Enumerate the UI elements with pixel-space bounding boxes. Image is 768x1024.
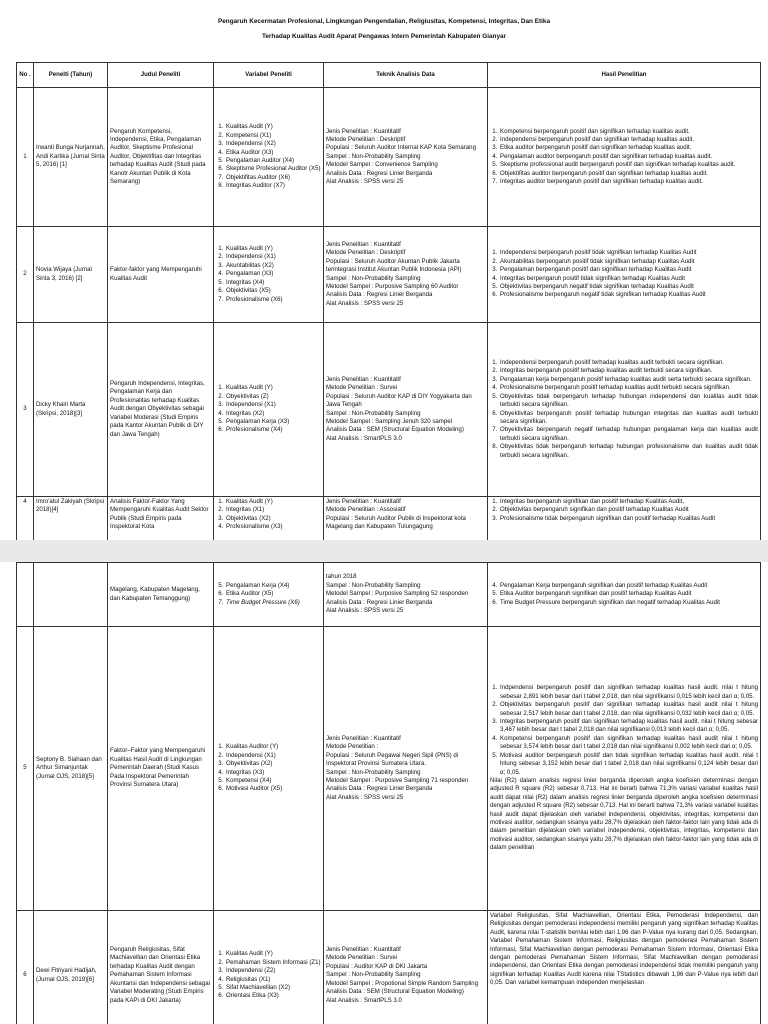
row-variabel <box>214 88 324 227</box>
list-item: 1. Kualitas Audit (Y) <box>225 123 321 131</box>
row-no: 1 <box>17 88 34 227</box>
list-item: 1. Integritas berpengaruh signifikan dan positif terhadap Kualitas Audit, <box>499 498 758 506</box>
row-judul: Pengaruh Religiusitas, Sifat Machiavellian dan Orientasi Etika terhadap Kualitas Audit dengan Pemahaman Sistem Informasi Akuntansi dan Independensi sebagai Variabel Moderating (Studi Empiris pada KAPi di DKI Jakarta) <box>108 911 214 1024</box>
row-variabel <box>214 497 324 541</box>
page-break <box>0 540 768 562</box>
list-item: 5. Etika Auditor berpengaruh signifikan dan positif terhadap Kualitas Audit <box>499 590 758 598</box>
row-teknik <box>324 627 488 911</box>
list-item: 1. Independensi berpengaruh positif tidak signifikan terhadap Kualitas Audit <box>499 249 758 257</box>
teknik-line: tahun 2018 <box>326 573 357 581</box>
teknik-line: Metodel Sampel : Propotional Simple Random Sampling <box>326 979 479 987</box>
list-item: 4. Pengalaman Kerja berpengaruh signifikan dan positif terhadap Kualitas Audit <box>499 582 758 590</box>
list-item: 4. Profesionalisme (X3) <box>225 523 321 531</box>
list-item: 5. Motivasi auditor berpengaruh positif dan tidak signifikan terhadap kualitas hasil audit. nilai t hitung sebesar 3,152 lebih besar dari t tabel 2,018 dan nilai signifikansi 0,124 lebih besar dari α; 0,05. <box>499 752 758 777</box>
teknik-line: Analisis Data : Regresi Linier Berganda <box>326 169 433 177</box>
list-item: 3. Pengalaman berpengaruh positif dan signifikan terhadap Kualitas Audit <box>499 266 758 274</box>
list-item: 5. Kompetensi (X4) <box>225 777 321 785</box>
hasil-paragraph: Variabel Religiusitas, Sifat Machiavellian, Orientasi Etika, Pemoderasi Independensi, dan Religiusitas dengan pemoderasi independensi memiliki pengaruh yang signifikan terhadap Kualitas Audit, karena nilai T-statistik bernilai lebih dari 1,96 dan P-Value nya kurang dari 0,05. Sedangkan, Variabel Pemahaman Sistem Informasi, Religiusitas dengan pemoderasi Pemahaman Sistem Informasi, Sifat Machiavellian dengan pemoderasi Pemahaman Sistem Informasi, Orientasi Etika dengan pemoderasi Pemahaman Sistem Informasi, Sifat Machiavellian dengan pemoderasi independensi, dan Orientasi Etika dengan pemoderasi independensi tidak memiliki pengaruh yang signifikan terhadap Kualitas Audit karena nilai TStatistics dibawah 1,96 dan P-Value nya lebih dari 0,05. Dan variabel kemampuan independen menjelaskan <box>490 912 758 987</box>
teknik-line: Metodel Sampel : Sampling Jenuh 320 sampel <box>326 417 453 425</box>
list-item: 3. Obyektivitas (X2) <box>225 760 321 768</box>
teknik-line: Jenis Penelitian : Kuantitatif <box>326 375 401 383</box>
row-judul: Faktor–Faktor yang Mempengaruhi Kualitas Hasil Audit di Lingkungan Pemerintah Daerah (Studi Kasus Pada Inspektorat Pemerintah Provinsi Sumatera Utara) <box>108 627 214 911</box>
header-hasil: Hasil Penelitian <box>488 63 761 88</box>
list-item: 3. Independensi (X2) <box>225 140 321 148</box>
teknik-line: Analisis Data : Regresi Linier Berganda <box>326 291 433 299</box>
list-item: 2. Independensi (X1) <box>225 752 321 760</box>
row-peneliti: Irwanti Bunga Nurjannah, Andi Kartika (Jurnal Sinta 5, 2016) [1] <box>34 88 108 227</box>
row-hasil <box>488 627 761 911</box>
row-hasil <box>488 227 761 323</box>
teknik-line: Alat Analisis : SPSS versi 25 <box>326 793 404 801</box>
list-item: 5. Pengalaman Kerja (X4) <box>225 582 321 590</box>
list-item: 3. Profesionalisme tidak berpengaruh signifikan dan positif terhadap Kualitas Audit <box>499 515 758 523</box>
research-table-page-2 <box>16 562 761 1024</box>
list-item: 2. Obyektivitas (Z) <box>225 393 321 401</box>
table-row <box>17 497 761 541</box>
teknik-line: Alat Analisis : SPSS versi 25 <box>326 178 404 186</box>
list-item: 3. Independensi (X1) <box>225 401 321 409</box>
list-item: 5. Objektivitas berpengaruh negatif tidak signifikan terhadap Kualitas Audit <box>499 283 758 291</box>
list-item: 8. Obyektivitas tidak berpengaruh terhadap hubungan profesionalisme dan kualitas audit tidak terbukti secara signifikan. <box>499 443 758 460</box>
teknik-line: Jenis Penelitian : Kuantitatif <box>326 498 401 505</box>
teknik-line: Sampel : Non-Probability Sampling <box>326 274 421 282</box>
list-item: 6. Time Budget Pressure berpengaruh signifikan dan negatif terhadap Kualitas Audit <box>499 599 758 607</box>
list-item: 1. Kualitas Audit (Y) <box>225 384 321 392</box>
teknik-line: Sampel : Non-Probability Sampling <box>326 768 421 776</box>
table-row <box>17 563 761 627</box>
teknik-line: Jenis Penelitian : Kuantitatif <box>326 240 401 248</box>
row-teknik <box>324 563 488 627</box>
row-hasil <box>488 88 761 227</box>
teknik-line: Metode Penelitian : Deskriptif <box>326 249 406 257</box>
row-teknik <box>324 323 488 497</box>
list-item: 4. Integritas (X2) <box>225 410 321 418</box>
row-teknik <box>324 497 488 541</box>
teknik-line: Populasi : Seluruh Auditor Publik di Inspektorat kota Magelang dan Kabupaten Tulungagung <box>326 514 466 531</box>
list-item: 6. Etika Auditor (X5) <box>225 590 321 598</box>
row-peneliti: Imro'atul Zakiyah (Skripsi 2018)[4] <box>34 497 108 541</box>
teknik-line: Analisis Data : Regresi Linier Berganda <box>326 785 433 793</box>
row-peneliti <box>34 563 108 627</box>
header-variabel: Variabel Peneliti <box>214 63 324 88</box>
teknik-line: Jenis Penelitian : Kuantitatif <box>326 946 401 954</box>
row-peneliti: Novia Wijaya (Jurnal Sinta 3, 2016) [2] <box>34 227 108 323</box>
teknik-line: Populasi : Seluruh Auditor Internal KAP Kota Semarang <box>326 144 476 152</box>
table-row <box>17 323 761 497</box>
row-judul: Analisis Faktor-Faktor Yang Mempengaruhi Kualitas Audit Sektor Publik (Studi Empiris pada Inspektorat Kota <box>108 497 214 541</box>
list-item: 2. Integritas berpengaruh positif terhadap kualitas audit terbukti secara signifikan. <box>499 367 758 375</box>
row-judul: Magelang, Kabupaten Magelang, dan Kabupaten Temanggung) <box>108 563 214 627</box>
list-item: 7. Time Budget Pressure (X6) <box>225 599 321 607</box>
list-item: 5. Sifat Machiavellian (X2) <box>225 984 321 992</box>
teknik-line: Metodel Sampel : Purposive Sampling 60 Auditor <box>326 282 459 290</box>
row-hasil <box>488 911 761 1024</box>
list-item: 4. Integritas (X3) <box>225 769 321 777</box>
row-no: 6 <box>17 911 34 1024</box>
list-item: 3. Objektivitas (X2) <box>225 515 321 523</box>
list-item: 6. Objektifitas auditor berpengaruh positif dan signifikan terhadap kualitas audit. <box>499 170 758 178</box>
document-title-line-2: Terhadap Kualitas Audit Aparat Pengawas Intern Pemerintah Kabupaten Gianyar <box>261 33 507 40</box>
list-item: 4. Kompetensi berpengaruh positif dan signifikan terhadap kualitas hasil audit nilai t hitung sebesar 3,574 lebih besar dari t tabel 2,018 dan nilai signifikansi 0,002 lebih kecil dari α; 0,05. <box>499 735 758 752</box>
list-item: 1. Kualitas Audit (Y) <box>225 950 321 958</box>
list-item: 5. Pengalaman Kerja (X3) <box>225 418 321 426</box>
teknik-line: Populasi : Seluruh Pegawai Negeri Sipil (PNS) di Inspektorat Provinsi Sumatera Utara. <box>326 751 459 768</box>
row-peneliti: Septony B. Siahaan dan Arthur Simanjuntak (Jurnal OJS, 2018)[5] <box>34 627 108 911</box>
research-table-page-1 <box>16 62 761 541</box>
row-peneliti: Dicky Khairi Marta (Skripsi, 2018)[3] <box>34 323 108 497</box>
row-no: 5 <box>17 627 34 911</box>
row-judul: Pengaruh Kompetensi, Independensi, Etika, Pengalaman Auditor, Skeptisme Profesional Auditor, Objektifitas dan Integritas terhadap Kualitas Audit (Studi pada Kanotr Akuntan Publik di Kota Semarang) <box>108 88 214 227</box>
list-item: 7. Objektifitas Auditor (X6) <box>225 174 321 182</box>
list-item: 5. Pengalaman Auditor (X4) <box>225 157 321 165</box>
list-item: 6. Profesionalisme (X4) <box>225 426 321 434</box>
row-judul: Faktor-faktor yang Mempengaruhi Kualitas Audit <box>108 227 214 323</box>
list-item: 4. Integritas berpengaruh positif tidak signifikan terhadap Kualitas Audit <box>499 275 758 283</box>
teknik-line: Analisis Data : SEM (Structural Equation Modeling) <box>326 426 464 434</box>
document-title-line-1: Pengaruh Kecermatan Profesional, Lingkungan Pengendalian, Religiusitas, Kompetensi, Integritas, Dan Etika <box>217 18 551 25</box>
list-item: 6. Motivasi Auditor (X5) <box>225 785 321 793</box>
row-variabel <box>214 563 324 627</box>
row-hasil <box>488 323 761 497</box>
teknik-line: Alat Analisis : SmartPLS 3.0 <box>326 434 402 442</box>
row-teknik <box>324 911 488 1024</box>
list-item: 4. Profesionalisme berpengaruh positif terhadap kualitas audit terbukti secara signifikan. <box>499 384 758 392</box>
teknik-line: Analisis Data : Regresi Linier Berganda <box>326 598 433 606</box>
teknik-line: Sampel : Non-Probability Sampling <box>326 971 421 979</box>
row-no: 3 <box>17 323 34 497</box>
list-item: 4. Religiusitas (X1) <box>225 976 321 984</box>
teknik-line: Metodel Sampel : Convenience Sampling <box>326 161 438 169</box>
list-item: 5. Obyektivitas tidak berpengaruh terhadap hubungan independensi dan kualitas audit tidak terbukti secara signifikan. <box>499 393 758 410</box>
list-item: 7. Integritas auditor berpengaruh positif dan signifikan terhadap kualitas audit. <box>499 178 758 186</box>
row-no <box>17 563 34 627</box>
row-hasil <box>488 497 761 541</box>
list-item: 6. Obyektivitas berpengaruh positif terhadap hubungan integritas dan kualitas audit terbukti secara signifikan. <box>499 410 758 427</box>
list-item: 3. Integritas berpengaruh positif dan signifikan terhadap kualitas hasil audit. nilai t hitung sebesar 3,467 lebih besar dari t tabel 2,018 dan nilai signifikansi 0,013 lebih kecil dari α; 0,05. <box>499 718 758 735</box>
teknik-line: Sampel : Non-Probability Sampling <box>326 409 421 417</box>
header-peneliti: Penelti (Tahun) <box>34 63 108 88</box>
list-item: 2. Independensi (X1) <box>225 253 321 261</box>
list-item: 4. Pengalaman auditor berpengaruh positif dan signifikan terhadap kualitas audit. <box>499 153 758 161</box>
row-hasil <box>488 563 761 627</box>
list-item: 1. Kompetensi berpengaruh positif dan signifikan terhadap kualitas audit. <box>499 128 758 136</box>
teknik-line: Alat Analisis : SPSS versi 25 <box>326 607 404 615</box>
list-item: 2. Independensi berpengaruh positif dan signifikan terhadap kualitas audit. <box>499 136 758 144</box>
row-variabel <box>214 323 324 497</box>
list-item: 4. Pengalaman (X3) <box>225 270 321 278</box>
row-teknik <box>324 227 488 323</box>
hasil-paragraph: Nilai (R2) dalam analisis regresi linier berganda diperoleh angka koefisien determinasi dengan adjusted R square (R2) sebesar 0,713. Hal ini berarti bahwa 71,3% variasi variabel kualitas hasil audit dapat nilai (R2) dalam analisis regresi linier berganda diperoleh angka koefisien determinasi dengan adjusted R square (R2) sebesar 0,713. Hal ini berarti bahwa 71,3% variasi variabel kualitas hasil audit dapat dijelaskan oleh variabel independensi, objektivitas, integritas, kompetensi dan motivasi auditor, sedangkan sisanya yaitu 28,7% dijelaskan oleh faktor-faktor lain yang tidak ada di dalam penelitian dijelaskan oleh variabel independensi, objektivitas, integritas, kompetensi dan motivasi auditor, sedangkan sisanya yaitu 28,7% dijelaskan oleh faktor-faktor lain yang tidak ada di dalam penelitian <box>490 776 758 852</box>
teknik-line: Metode Penelitian : Survei <box>326 384 398 392</box>
list-item: 5. Integritas (X4) <box>225 279 321 287</box>
header-teknik: Teknik Analisis Data <box>324 63 488 88</box>
teknik-line: Populasi : Seluruh Auditor KAP di DIY Yogyakarta dan Jawa Tengah <box>326 392 472 409</box>
teknik-line: Jenis Penelitian : Kuantitatif <box>326 734 401 742</box>
list-item: 2. Akuntabilitas berpengaruh positif tidak signifikan terhadap Kualitas Audit <box>499 258 758 266</box>
list-item: 2. Pemahaman Sistem Informasi (Z1) <box>225 959 321 967</box>
teknik-line: Analisis Data : SEM (Structural Equation Modeling) <box>326 988 464 996</box>
teknik-line: Jenis Penelitian : Kuantitatif <box>326 127 401 135</box>
list-item: 2. Objektivitas berpengaruh positif dan signifikan terhadap kualitas hasil audit nilai t hitung sebesar 2,517 lebih besar dari t tabel 2,018, dan nilai signifikansi 0,032 lebih kecil dari α; 0,05. <box>499 701 758 718</box>
row-no: 4 <box>17 497 34 541</box>
teknik-line: Alat Analisis : SmartPLS 3.0 <box>326 996 402 1004</box>
list-item: 3. Independensi (Z2) <box>225 967 321 975</box>
list-item: 6. Skeptisme Profesional Auditor (X5) <box>225 165 321 173</box>
teknik-line: Metode Penelitian : Assosiatif <box>326 506 406 514</box>
list-item: 8. Integritas Auditor (X7) <box>225 182 321 190</box>
list-item: 6. Orientasi Etika (X3) <box>225 992 321 1000</box>
list-item: 2. Objektivitas berpengaruh signifikan dan positif terhadap Kualitas Audit <box>499 506 758 514</box>
row-variabel <box>214 911 324 1024</box>
teknik-line: Metodel Sampel : Purposive Sampling 71 responden <box>326 776 469 784</box>
teknik-line: Sampel : Non-Probability Sampling <box>326 152 421 160</box>
row-teknik <box>324 88 488 227</box>
header-no: No . <box>17 63 34 88</box>
row-no: 2 <box>17 227 34 323</box>
table-row <box>17 627 761 911</box>
teknik-line: Populasi : Auditor KAP di DKI Jakarta <box>326 962 428 970</box>
row-peneliti: Dewi Fitriyani Hadijah, (Jurnal OJS, 2019)[6] <box>34 911 108 1024</box>
header-judul: Judul Peneliti <box>108 63 214 88</box>
list-item: 7. Obyektivitas berpengaruh negatif terhadap hubungan pengalaman kerja dan kualitas audit terbukti secara signifikan. <box>499 426 758 443</box>
list-item: 2. Integritas (X1) <box>225 506 321 514</box>
list-item: 1. Independensi berpengaruh positif terhadap kualitas audit terbukti secara signifikan. <box>499 359 758 367</box>
row-judul: Pengaruh Independensi, Integritas, Pengalaman Kerja dan Profesionalitas terhadap Kualitas Audit dengan Obyektivitas sebagai Variabel Moderasi (Studi Empiris pada Kantor Akuntan Publik di DIY dan Jawa Tengah) <box>108 323 214 497</box>
row-variabel <box>214 227 324 323</box>
teknik-line: Metode Penelitian : Survei <box>326 954 398 962</box>
teknik-line: Metode Penelitian : Deskriptif <box>326 135 406 143</box>
table-header-row <box>17 63 761 88</box>
teknik-line: Metodel Sampel : Purposive Sampling 52 responden <box>326 590 469 598</box>
list-item: 1. Kualitas Auditor (Y) <box>225 743 321 751</box>
list-item: 4. Etika Auditor (X3) <box>225 149 321 157</box>
document-page-2 <box>0 562 768 1024</box>
teknik-line: Populasi : Seluruh Auditor Akuntan Publik Jakarta terintegrasi Institut Akuntan Publik Indonesia (API) <box>326 257 462 274</box>
list-item: 1. Kualitas Audit (Y) <box>225 498 321 506</box>
list-item: 7. Profesionalisme (X6) <box>225 296 321 304</box>
teknik-line: Alat Analisis : SPSS versi 25 <box>326 299 404 307</box>
row-variabel <box>214 627 324 911</box>
list-item: 6. Objektivitas (X5) <box>225 287 321 295</box>
list-item: 3. Pengalaman kerja berpengaruh positif terhadap kualitas audit serta terbukti secara signifikan. <box>499 376 758 384</box>
list-item: 3. Etika auditor berpengaruh positif dan signifikan terhadap kualitas audit. <box>499 144 758 152</box>
teknik-line: Metode Penelitian : <box>326 743 379 751</box>
teknik-line: Sampel : Non-Probability Sampling <box>326 581 421 589</box>
list-item: 5. Skeptisme professional audit berpengaruh positif dan signifikan terhadap kualitas audit. <box>499 161 758 169</box>
list-item: 2. Kompetensi (X1) <box>225 132 321 140</box>
table-row <box>17 88 761 227</box>
list-item: 6. Profesionalisme berpengaruh negatif tidak signifikan terhadap Kualitas Audit <box>499 291 758 299</box>
list-item: 3. Akuntabilitas (X2) <box>225 262 321 270</box>
list-item: 1. Indpendensi berpengaruh positif dan signifikan terhadap kualitas hasil audit. nilai t hitung sebesar 2,891 lebih besar dari t tabel 2,018, dan nilai signifikansi 0,015 lebih kecil dari α; 0,05. <box>499 684 758 701</box>
list-item: 1. Kualitas Audit (Y) <box>225 245 321 253</box>
table-row <box>17 227 761 323</box>
table-row <box>17 911 761 1024</box>
